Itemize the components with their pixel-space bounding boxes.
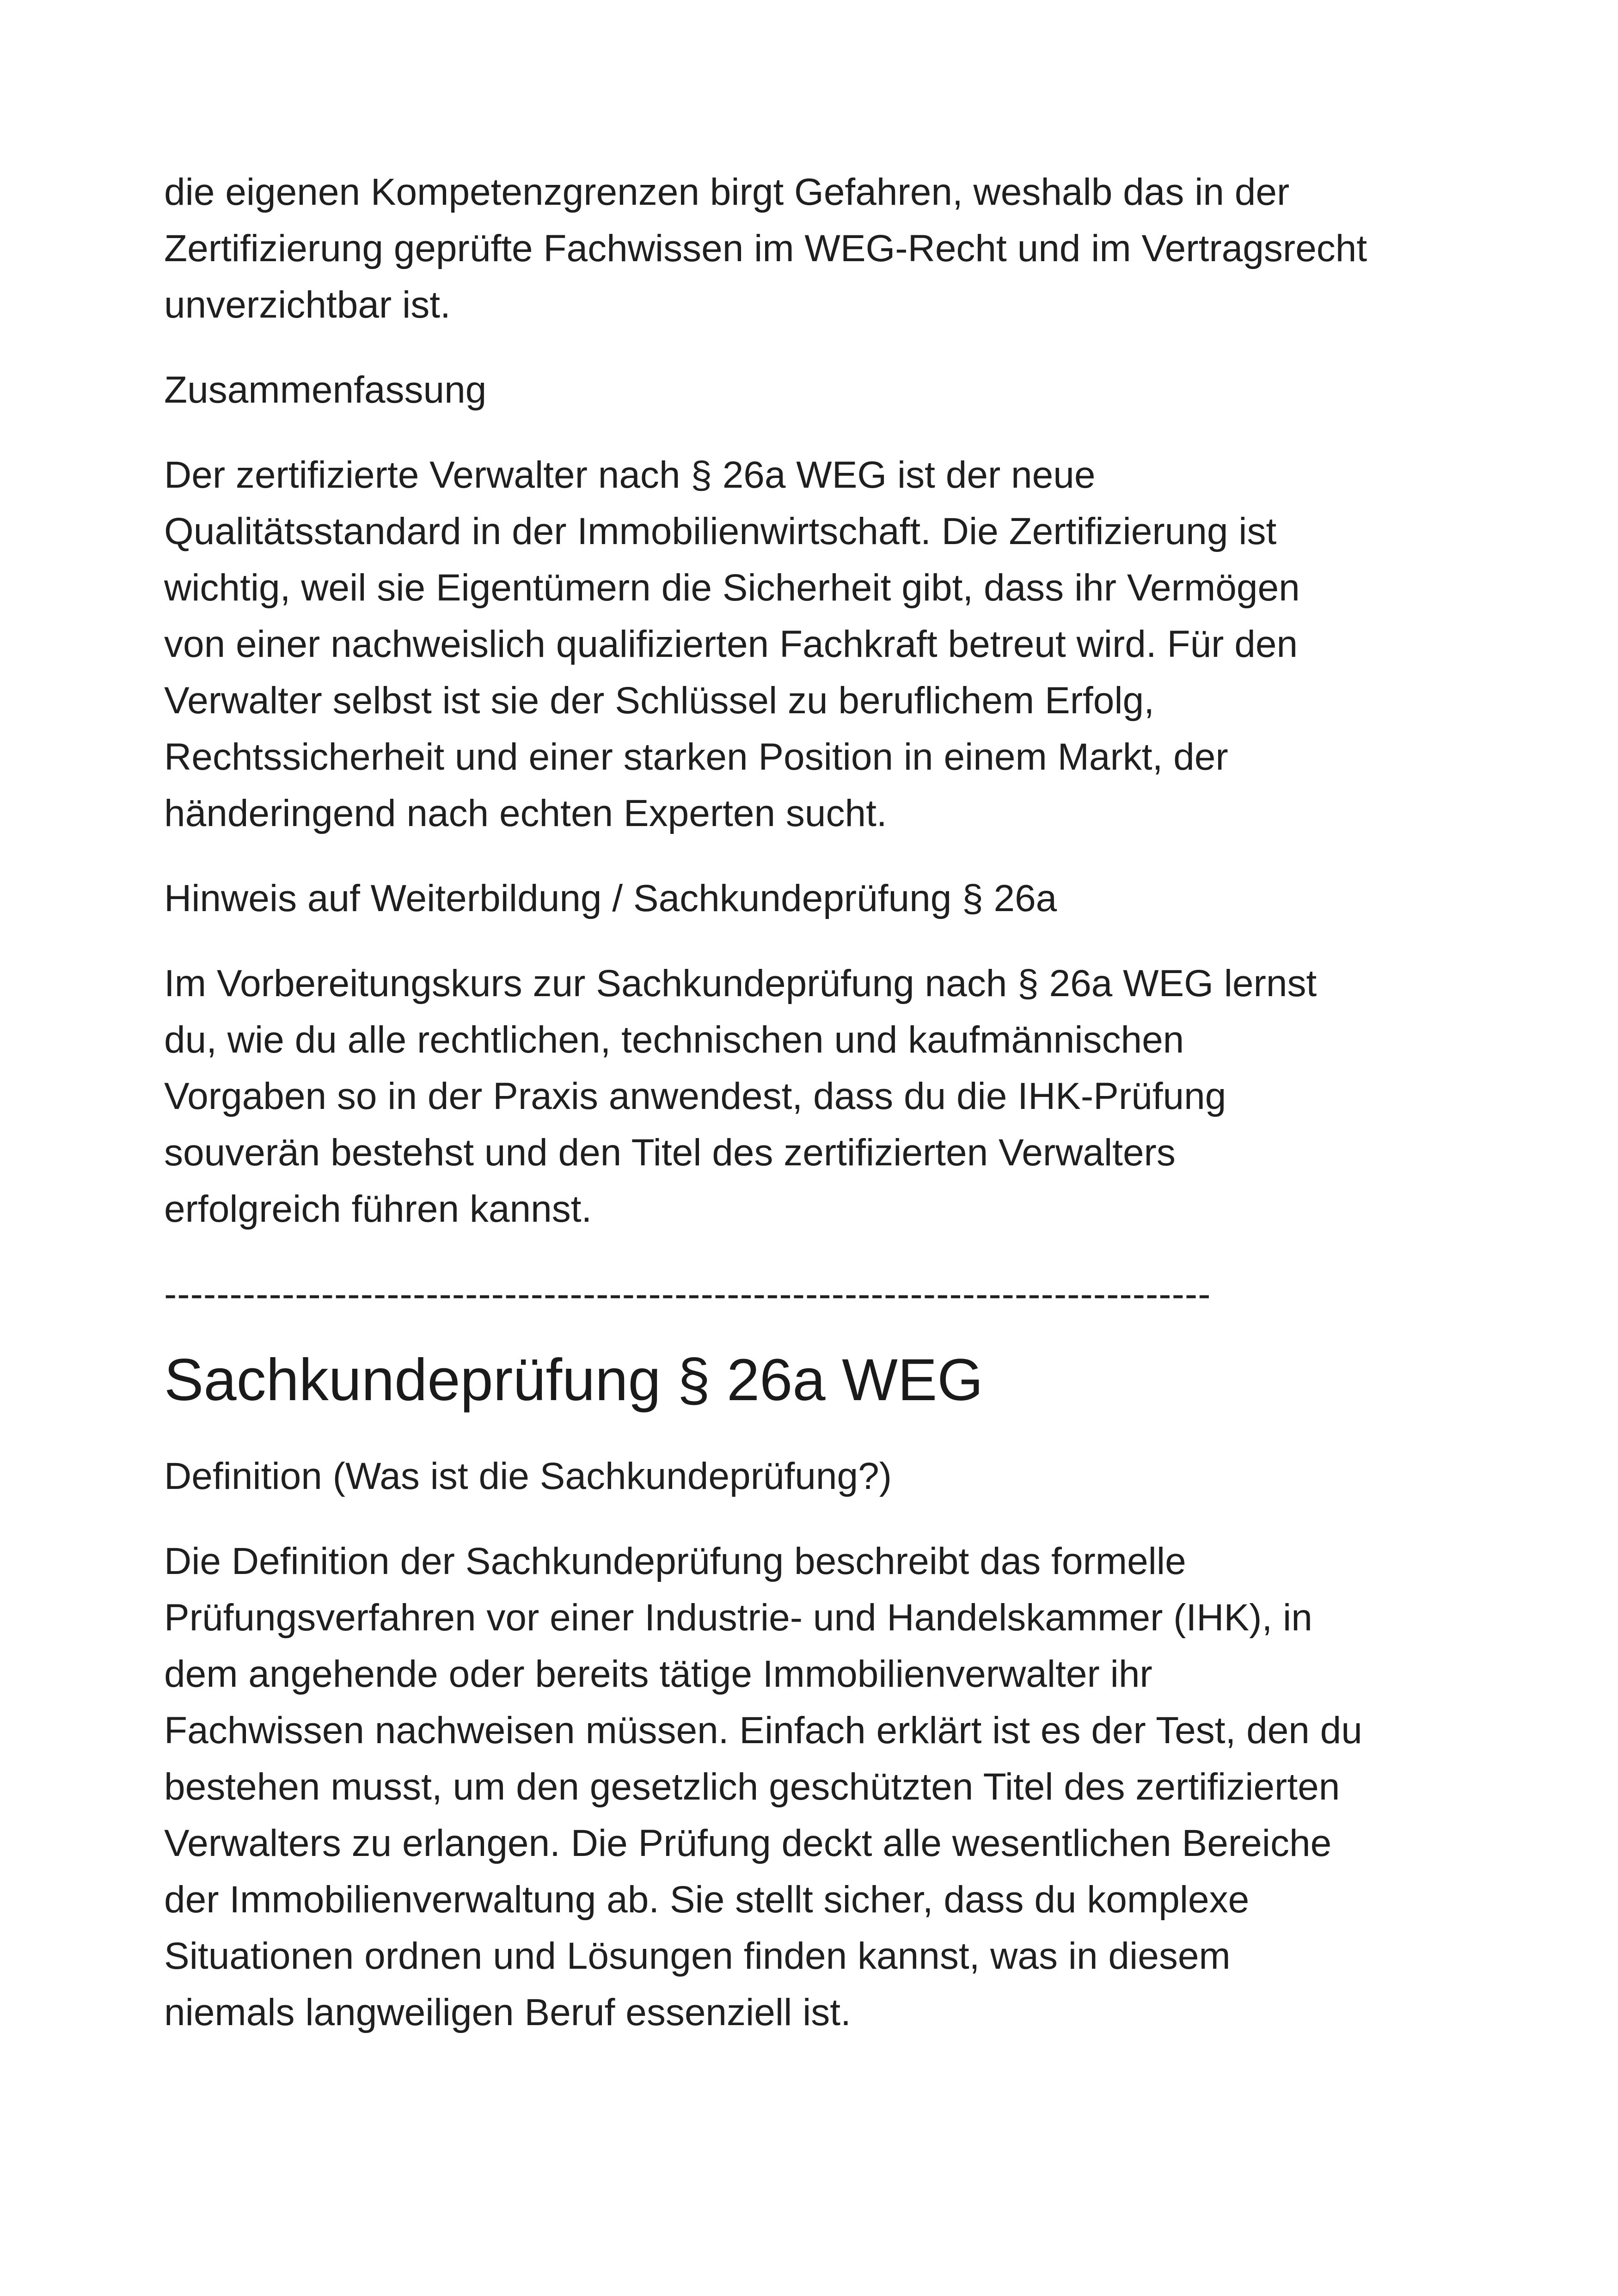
summary-paragraph: Der zertifizierte Verwalter nach § 26a WEG ist der neue Qualitätsstandard in der Immobilienwirtschaft. Die Zertifizierung ist wichtig, weil sie Eigentümern die Sicherheit gibt, dass ihr Vermögen von einer nachweislich qualifizierten Fachkraft betreut wird. Für den Verwalter selbst ist sie der Schlüssel zu beruflichem Erfolg, Rechtssicherheit und einer starken Position in einem Markt, der händeringend nach echten Experten sucht. <box>164 454 1300 834</box>
definition-paragraph: Die Definition der Sachkundeprüfung beschreibt das formelle Prüfungsverfahren vor einer Industrie- und Handelskammer (IHK), in dem angehende oder bereits tätige Immobilienverwalter ihr Fachwissen nachweisen müssen. Einfach erklärt ist es der Test, den du bestehen musst, um den gesetzlich geschützten Titel des zertifizierten Verwalters zu erlangen. Die Prüfung deckt alle wesentlichen Bereiche der Immobilienverwaltung ab. Sie stellt sicher, dass du komplexe Situationen ordnen und Lösungen finden kannst, was in diesem niemals langweiligen Beruf essenziell ist. <box>164 1540 1362 2033</box>
section-heading: Sachkundeprüfung § 26a WEG <box>164 1347 983 1413</box>
dashed-divider: -------------------------------------------------------------------------------- <box>164 1273 1211 1315</box>
definition-label: Definition (Was ist die Sachkundeprüfung?) <box>164 1455 892 1497</box>
hint-paragraph: Im Vorbereitungskurs zur Sachkundeprüfung nach § 26a WEG lernst du, wie du alle rechtlichen, technischen und kaufmännischen Vorgaben so in der Praxis anwendest, dass du die IHK-Prüfung souverän bestehst und den Titel des zertifizierten Verwalters erfolgreich führen kannst. <box>164 962 1317 1230</box>
summary-label: Zusammenfassung <box>164 369 487 411</box>
hint-label: Hinweis auf Weiterbildung / Sachkundeprüfung § 26a <box>164 877 1057 919</box>
intro-paragraph: die eigenen Kompetenzgrenzen birgt Gefahren, weshalb das in der Zertifizierung geprüfte Fachwissen im WEG-Recht und im Vertragsrecht unverzichtbar ist. <box>164 171 1367 326</box>
document-content <box>164 164 1505 2069</box>
